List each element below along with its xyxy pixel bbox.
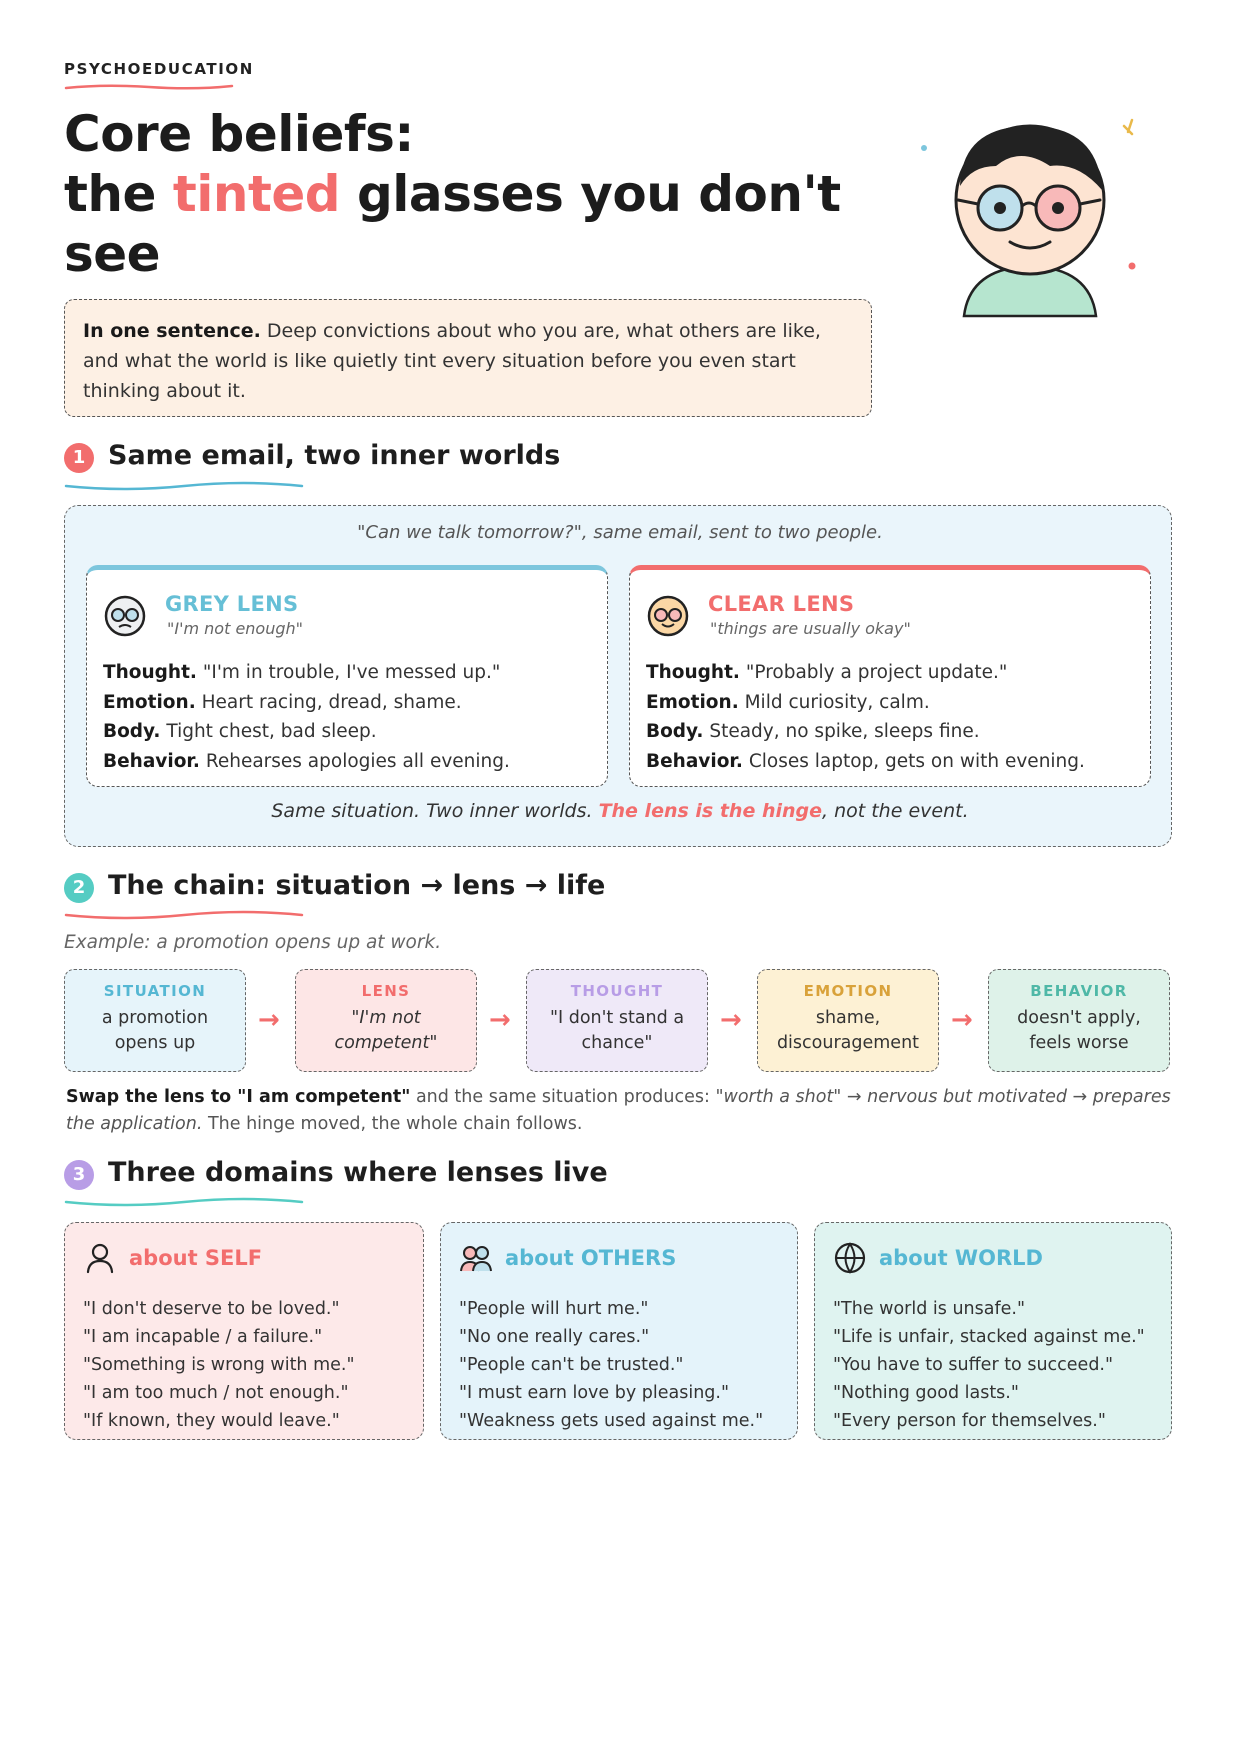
grey-body-row: [103, 717, 510, 747]
clear-lens-card: [629, 565, 1151, 787]
chain-step-label: THOUGHT: [570, 982, 664, 1000]
chain-step-situation: [64, 969, 246, 1072]
title-line-1: Core beliefs:: [64, 105, 414, 163]
list-item: "People will hurt me.": [459, 1299, 649, 1319]
chain-step-label: EMOTION: [803, 982, 893, 1000]
grey-emotion-row: [103, 688, 510, 718]
glasses-character-illustration: [900, 100, 1160, 330]
domain-title-self: about SELF: [129, 1246, 263, 1270]
domain-card-others: [440, 1222, 798, 1440]
chain-arrow-icon: →: [720, 1005, 742, 1035]
row-text: Tight chest, bad sleep.: [160, 721, 377, 742]
list-item: "No one really cares.": [459, 1327, 650, 1347]
clear-thought-row: [646, 658, 1085, 688]
chain-step-line: chance": [581, 1033, 653, 1053]
chain-step-text: [989, 1006, 1169, 1056]
row-text: Steady, no spike, sleeps fine.: [703, 721, 980, 742]
swap-lens-note: [66, 1084, 1176, 1138]
grey-lens-details: [103, 658, 510, 776]
title-accent: tinted: [172, 165, 341, 223]
chain-step-lens: [295, 969, 477, 1072]
list-item: "Weakness gets used against me.": [459, 1411, 764, 1431]
email-caption: "Can we talk tomorrow?", same email, sent to two people.: [357, 522, 883, 543]
grey-lens-quote: "I'm not enough": [167, 619, 304, 638]
clear-lens-quote: "things are usually okay": [710, 619, 911, 638]
section-2-underline: [64, 909, 304, 921]
summary-lead: In one sentence.: [83, 320, 261, 342]
footer-pre: Same situation. Two inner worlds.: [271, 800, 599, 822]
list-item: "People can't be trusted.": [459, 1355, 684, 1375]
summary-text: Deep convictions about who you are, what others are like, and what the world is like quietly tint every situation before you even start thinking about it.: [83, 320, 821, 402]
domain-title-world: about WORLD: [879, 1246, 1043, 1270]
list-item: "I don't deserve to be loved.": [83, 1299, 340, 1319]
chain-step-line: a promotion: [101, 1008, 209, 1028]
title-post: glasses you don't see: [64, 165, 841, 283]
grey-behavior-row: [103, 747, 510, 777]
world-belief-list: [833, 1295, 1145, 1435]
eyebrow-underline: [64, 82, 234, 92]
row-text: Rehearses apologies all evening.: [199, 750, 510, 772]
swap-end: The hinge moved, the whole chain follows.: [202, 1114, 583, 1134]
list-item: "If known, they would leave.": [83, 1411, 340, 1431]
swap-italic: "worth a shot" → nervous but motivated → prepares the application.: [66, 1087, 1171, 1134]
page-title: [64, 104, 864, 284]
section-1-underline: [64, 480, 304, 492]
chain-step-line: competent": [334, 1033, 438, 1053]
chain-step-text: [65, 1006, 245, 1056]
clear-behavior-row: [646, 747, 1085, 777]
globe-icon: [833, 1241, 867, 1275]
grey-thought-row: [103, 658, 510, 688]
row-label: Thought.: [646, 662, 740, 683]
list-item: "Something is wrong with me.": [83, 1355, 355, 1375]
row-text: "I'm in trouble, I've messed up.": [196, 662, 501, 683]
swap-mid: and the same situation produces:: [410, 1087, 716, 1107]
title-pre: the: [64, 165, 173, 223]
section-1-number: 1: [64, 443, 94, 473]
section-3-underline: [64, 1196, 304, 1208]
row-text: "Probably a project update.": [739, 662, 1008, 683]
chain-example: Example: a promotion opens up at work.: [64, 932, 442, 953]
chain-step-label: BEHAVIOR: [1030, 982, 1128, 1000]
list-item: "The world is unsafe.": [833, 1299, 1026, 1319]
list-item: "Nothing good lasts.": [833, 1383, 1019, 1403]
person-icon: [83, 1241, 117, 1275]
chain-step-text: [527, 1006, 707, 1056]
self-belief-list: [83, 1295, 355, 1435]
domain-card-world: [814, 1222, 1172, 1440]
list-item: "I am too much / not enough.": [83, 1383, 349, 1403]
row-label: Emotion.: [103, 691, 196, 713]
row-text: Heart racing, dread, shame.: [195, 691, 462, 713]
list-item: "I must earn love by pleasing.": [459, 1383, 730, 1403]
row-label: Behavior.: [103, 750, 200, 772]
chain-step-line: discouragement: [776, 1033, 920, 1053]
section-3-number: 3: [64, 1160, 94, 1190]
footer-highlight: The lens is the hinge: [598, 800, 822, 822]
people-icon: [459, 1241, 493, 1275]
row-label: Thought.: [103, 662, 197, 683]
section-2-title: The chain: situation → lens → life: [108, 870, 606, 901]
list-item: "Life is unfair, stacked against me.": [833, 1327, 1145, 1347]
clear-lens-name: CLEAR LENS: [708, 592, 855, 616]
section-3-title: Three domains where lenses live: [108, 1157, 608, 1188]
row-label: Body.: [103, 721, 161, 742]
others-belief-list: [459, 1295, 763, 1435]
domain-card-self: [64, 1222, 424, 1440]
domain-title-others: about OTHERS: [505, 1246, 677, 1270]
list-item: "I am incapable / a failure.": [83, 1327, 323, 1347]
grey-lens-face-icon: [103, 594, 147, 638]
clear-lens-face-icon: [646, 594, 690, 638]
chain-step-line: "I'm not: [351, 1008, 421, 1028]
chain-step-thought: [526, 969, 708, 1072]
chain-step-emotion: [757, 969, 939, 1072]
row-label: Body.: [646, 721, 704, 742]
chain-step-line: "I don't stand a: [549, 1008, 685, 1028]
clear-body-row: [646, 717, 1085, 747]
title-line-2: [64, 164, 864, 284]
chain-step-text: [296, 1006, 476, 1056]
eyebrow-label: PSYCHOEDUCATION: [64, 60, 254, 78]
chain-step-label: SITUATION: [103, 982, 207, 1000]
clear-emotion-row: [646, 688, 1085, 718]
swap-bold: Swap the lens to "I am competent": [66, 1087, 411, 1107]
grey-lens-name: GREY LENS: [165, 592, 299, 616]
footer-post: , not the event.: [822, 800, 969, 822]
chain-arrow-icon: →: [489, 1005, 511, 1035]
chain-step-text: [758, 1006, 938, 1056]
section-1-title: Same email, two inner worlds: [108, 440, 561, 471]
chain-step-line: doesn't apply,: [1017, 1008, 1141, 1028]
chain-arrow-icon: →: [258, 1005, 280, 1035]
row-text: Closes laptop, gets on with evening.: [742, 750, 1085, 772]
chain-step-line: feels worse: [1029, 1033, 1129, 1053]
grey-lens-card: [86, 565, 608, 787]
section-2-number: 2: [64, 873, 94, 903]
chain-step-line: shame,: [815, 1008, 881, 1028]
summary-box: [64, 299, 872, 417]
list-item: "Every person for themselves.": [833, 1411, 1106, 1431]
lens-hinge-footer: [0, 800, 1240, 822]
chain-arrow-icon: →: [951, 1005, 973, 1035]
row-label: Behavior.: [646, 750, 743, 772]
row-text: Mild curiosity, calm.: [738, 691, 930, 713]
clear-lens-details: [646, 658, 1085, 776]
row-label: Emotion.: [646, 691, 739, 713]
list-item: "You have to suffer to succeed.": [833, 1355, 1114, 1375]
chain-step-behavior: [988, 969, 1170, 1072]
chain-step-line: opens up: [114, 1033, 196, 1053]
chain-step-label: LENS: [361, 982, 411, 1000]
